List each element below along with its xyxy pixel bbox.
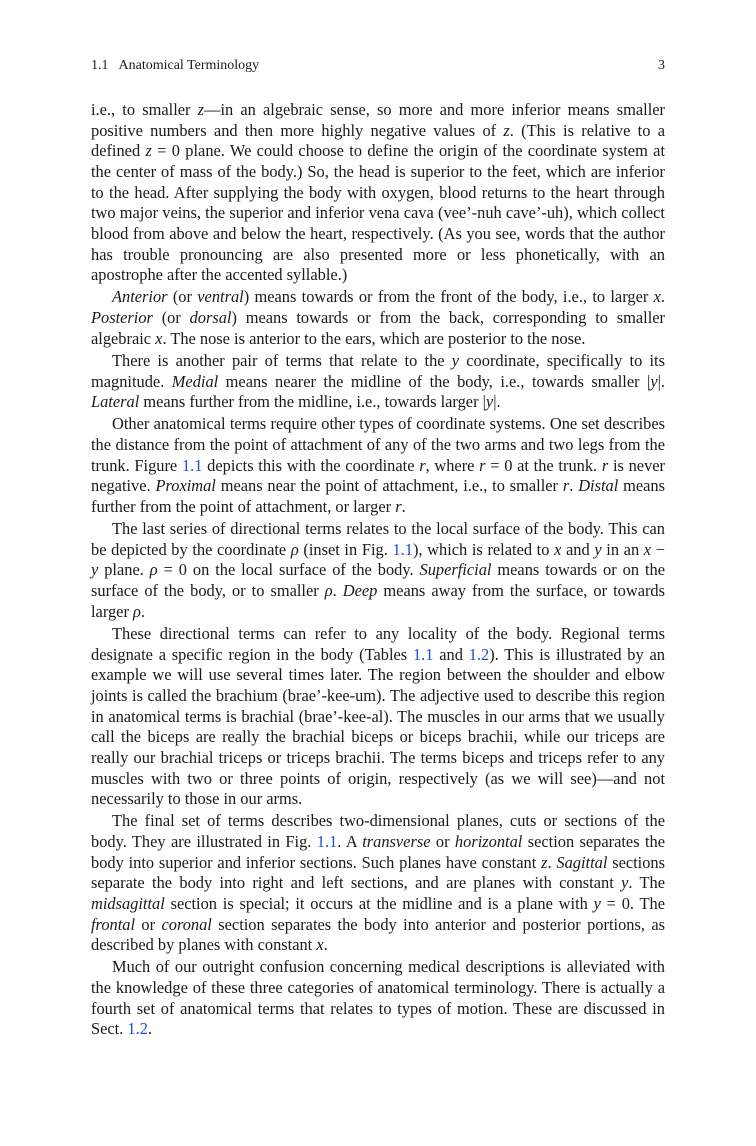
text-run: . — [569, 476, 579, 496]
text-run: The last series of directional terms relates to the local surface of the body. This can be depicted by the coordinate — [91, 519, 665, 559]
text-run: (or — [167, 287, 198, 307]
text-run: or — [135, 914, 162, 934]
text-run: = 0 at the trunk. — [485, 455, 602, 475]
text-run: = 0 plane. We could choose to define the origin of the coordinate system at the center of mass of the body.) So, the head is superior to the feet, which are inferior to the head. After supplying the body with oxygen, blood returns to the heart through two major veins, the superior and inferior vena cava (vee’-nuh cave’-uh), which collect blood from above and below the heart, respectively. (As you see, words that the author has trouble pronouncing are also presented more or less phonetically, with an apostrophe after the accented syllable.) — [91, 141, 665, 285]
cross-reference-link[interactable]: 1.2 — [127, 1019, 148, 1039]
italic-term: transverse — [362, 831, 431, 851]
italic-term: ventral — [197, 287, 244, 307]
section-title: Anatomical Terminology — [118, 58, 260, 73]
italic-term: x — [155, 328, 163, 348]
section-heading — [91, 58, 259, 74]
italic-term: Sagittal — [556, 852, 608, 872]
cross-reference-link[interactable]: 1.1 — [181, 455, 203, 475]
text-run: means near the point of attachment, i.e., to smaller — [215, 476, 563, 496]
italic-term: y — [485, 392, 494, 412]
italic-term: dorsal — [189, 308, 232, 328]
text-run: Much of our outright confusion concerning medical descriptions is alleviated with the knowledge of these three categories of anatomical terminology. There is actually a fourth set of anatomical terms that relates to types of motion. These are discussed in Sect. — [91, 957, 665, 1039]
book-page — [91, 58, 665, 1040]
text-run: ). This is illustrated by an example we will use several times later. The region between the shoulder and elbow joints is called the brachium (brae’-kee-um). The adjective used to describe this region in anatomical terms is brachial (brae’-kee-al). The muscles in our arms that we usually call the biceps are really the brachial biceps or biceps brachii, while our triceps are really our brachial triceps or triceps brachii. The terms biceps and triceps refer to any muscles with two or three points of origin, respectively (as we will see)—and not necessarily to those in our arms. — [91, 644, 665, 809]
italic-term: x — [643, 539, 652, 559]
text-run: and — [561, 539, 595, 559]
italic-term: r — [419, 455, 426, 475]
text-run: . — [147, 1019, 153, 1039]
italic-term: ρ — [290, 539, 299, 559]
italic-term: Proximal — [155, 476, 216, 496]
text-run: and — [433, 644, 469, 664]
italic-term: Distal — [578, 476, 619, 496]
text-run: ) means towards or from the back, corresponding to smaller algebraic — [91, 308, 665, 348]
italic-term: Anterior — [112, 287, 168, 307]
italic-term: y — [451, 350, 460, 370]
text-run: |. — [493, 392, 501, 412]
paragraph — [91, 287, 665, 349]
paragraph — [91, 957, 665, 1040]
italic-term: y — [621, 873, 629, 893]
text-run: . — [401, 496, 406, 516]
text-run: i.e., to smaller — [91, 100, 198, 119]
italic-term: ρ — [149, 560, 158, 580]
italic-term: Medial — [171, 371, 219, 391]
text-run: , where — [425, 455, 480, 475]
text-run: coordinate, specifically to its magnitude. — [91, 350, 665, 391]
italic-term: y — [594, 539, 602, 559]
italic-term: z — [197, 100, 205, 119]
italic-term: x — [653, 287, 661, 307]
text-run: section separates the body into anterior and posterior portions, as described by planes with constant — [91, 914, 665, 955]
text-run: —in an algebraic sense, so more and more inferior means smaller positive numbers and then more highly negative values of — [91, 100, 665, 140]
section-number: 1.1 — [91, 58, 109, 73]
text-run: section separates the body into superior and inferior sections. Such planes have constant — [91, 831, 665, 872]
text-run: . — [323, 935, 328, 955]
paragraph — [91, 414, 665, 517]
text-run: . — [332, 581, 343, 601]
italic-term: horizontal — [454, 831, 523, 851]
running-head — [91, 58, 665, 84]
text-run: means towards or on the surface of the body, or to smaller — [91, 560, 665, 601]
text-run: . — [660, 287, 665, 307]
text-run: = 0. The — [600, 893, 665, 913]
text-run: or — [430, 831, 455, 851]
italic-term: z — [541, 852, 548, 872]
paragraph — [91, 624, 665, 810]
text-run: . The nose is anterior to the ears, which are posterior to the nose. — [162, 328, 586, 348]
page-number: 3 — [658, 58, 665, 73]
text-run: − — [651, 539, 665, 559]
italic-term: x — [554, 539, 562, 559]
text-run: means further from the point of attachment, or larger — [91, 476, 665, 516]
text-run: section is special; it occurs at the midline and is a plane with — [164, 893, 594, 913]
italic-term: y — [593, 893, 601, 913]
text-run: . (This is relative to a defined — [91, 120, 665, 161]
cross-reference-link[interactable]: 1.1 — [412, 644, 434, 664]
text-run: |. — [657, 371, 666, 391]
text-run: means further from the midline, i.e., towards larger | — [139, 392, 486, 412]
paragraph — [91, 100, 665, 286]
italic-term: z — [145, 141, 152, 161]
cross-reference-link[interactable]: 1.1 — [316, 831, 338, 851]
italic-term: r — [479, 455, 486, 475]
paragraph — [91, 351, 665, 413]
italic-term: Lateral — [91, 392, 140, 412]
italic-term: coronal — [161, 914, 212, 934]
text-run: in an — [601, 539, 644, 559]
italic-term: midsagittal — [91, 893, 165, 913]
italic-term: z — [503, 120, 510, 140]
italic-term: r — [601, 455, 609, 475]
italic-term: Superficial — [419, 560, 492, 580]
italic-term: y — [650, 371, 658, 391]
text-run: . The — [628, 873, 665, 893]
body-text — [91, 100, 665, 1040]
italic-term: ρ — [133, 601, 141, 621]
text-run: means nearer the midline of the body, i.e., towards smaller | — [218, 371, 651, 391]
italic-term: r — [562, 476, 570, 496]
text-run: (inset in Fig. — [298, 539, 393, 559]
text-run: . A — [337, 831, 363, 851]
italic-term: y — [91, 560, 99, 580]
text-run: ) means towards or from the front of the body, i.e., to larger — [243, 287, 654, 307]
italic-term: Posterior — [91, 308, 153, 328]
italic-term: Deep — [342, 581, 378, 601]
italic-term: frontal — [91, 914, 136, 934]
text-run: = 0 on the local surface of the body. — [157, 560, 420, 580]
text-run: There is another pair of terms that relate to the — [112, 350, 452, 370]
italic-term: x — [316, 935, 324, 955]
text-run: ), which is related to — [412, 539, 555, 559]
text-run: (or — [152, 308, 190, 328]
text-run: means away from the surface, or towards larger — [91, 581, 666, 621]
text-run: is never negative. — [91, 455, 666, 496]
text-run: plane. — [98, 560, 150, 580]
italic-term: ρ — [324, 581, 333, 601]
cross-reference-link[interactable]: 1.2 — [468, 644, 490, 664]
italic-term: r — [395, 496, 402, 516]
text-run: depicts this with the coordinate — [202, 455, 420, 475]
text-run: sections separate the body into right and left sections, and are planes with constant — [91, 852, 665, 893]
paragraph — [91, 519, 665, 622]
paragraph — [91, 811, 665, 956]
text-run: . — [140, 601, 146, 621]
text-run: . — [547, 852, 557, 872]
cross-reference-link[interactable]: 1.1 — [392, 539, 413, 559]
text-run: These directional terms can refer to any locality of the body. Regional terms designate a specific region in the body (Tables — [91, 623, 665, 664]
text-run: The final set of terms describes two-dimensional planes, cuts or sections of the body. They are illustrated in Fig. — [91, 811, 665, 851]
text-run: Other anatomical terms require other types of coordinate systems. One set describes the distance from the point of attachment of any of the two arms and two legs from the trunk. Figure — [91, 414, 665, 475]
